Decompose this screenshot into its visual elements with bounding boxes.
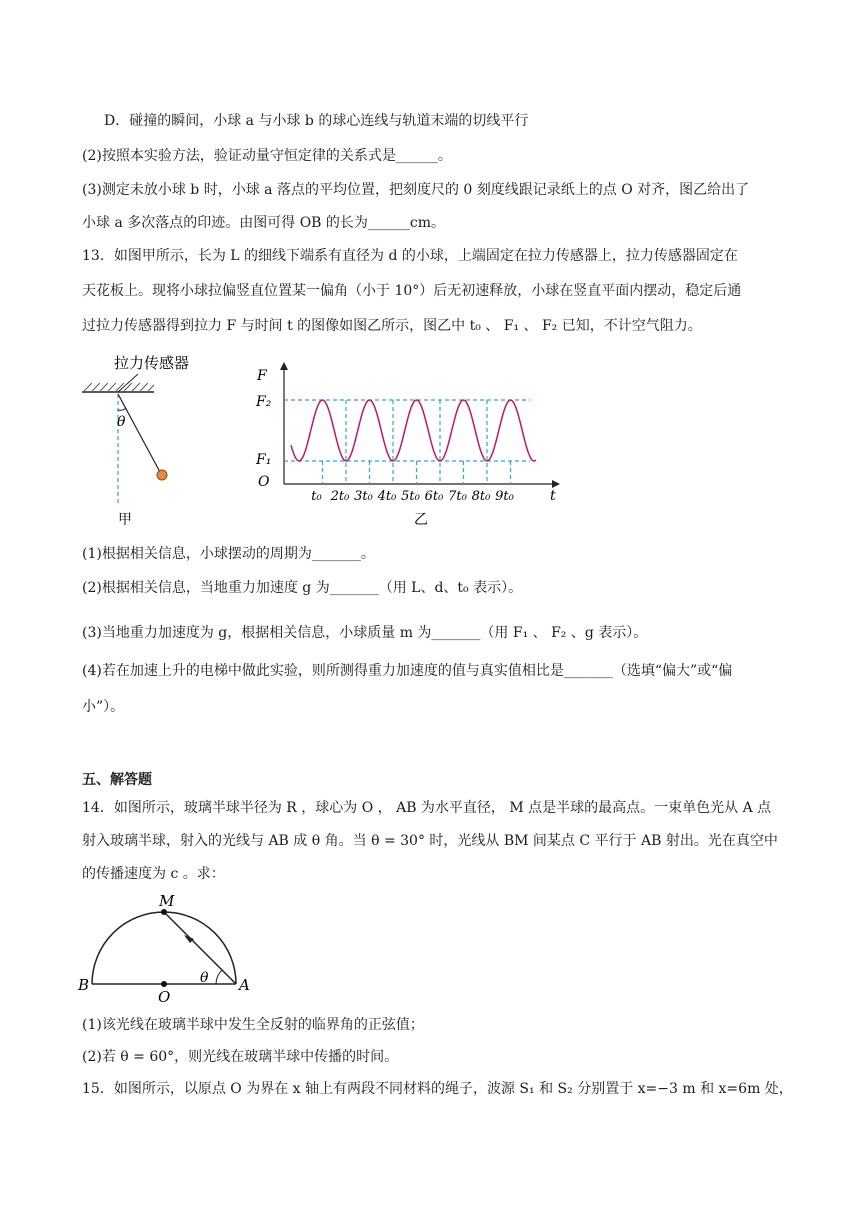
label-o: O <box>158 988 171 1006</box>
q14-stem-line2: 射入玻璃半球，射入的光线与 AB 成 θ 角。当 θ = 30° 时，光线从 BM 间某点 C 平行于 AB 射出。光在真空中 <box>82 833 778 849</box>
theta-label-14: θ <box>200 970 209 986</box>
theta-label: θ <box>117 414 126 430</box>
sensor-leader-line <box>118 374 138 392</box>
y-axis-arrow-icon <box>280 362 288 370</box>
x-tick-label: 3t₀ <box>354 489 373 504</box>
x-tick-label: 8t₀ <box>471 489 491 504</box>
q13-part-4-line1: (4)若在加速上升的电梯中做此实验，则所测得重力加速度的值与真实值相比是_______（选填“偏大”或“偏 <box>82 663 733 679</box>
theta-arc-14 <box>216 970 222 984</box>
section-title-answers: 五、解答题 <box>82 772 152 788</box>
caption-jia: 甲 <box>118 512 132 528</box>
x-tick-label: 4t₀ <box>377 489 397 504</box>
origin-label: O <box>258 474 270 490</box>
label-a: A <box>239 976 250 994</box>
x-tick-label: 6t₀ <box>424 489 444 504</box>
q13-stem-line3: 过拉力传感器得到拉力 F 与时间 t 的图像如图乙所示，图乙中 t₀ 、 F₁ 、 F₂ 已知，不计空气阻力。 <box>82 318 702 334</box>
ceiling-hatch <box>84 383 154 391</box>
q14-part-2: (2)若 θ = 60°，则光线在玻璃半球中传播的时间。 <box>82 1049 399 1065</box>
q13-stem-line1: 13．如图甲所示，长为 L 的细线下端系有直径为 d 的小球，上端固定在拉力传感器上，拉力传感器固定在 <box>82 248 738 264</box>
q12-part-3-line2: 小球 a 多次落点的印迹。由图可得 OB 的长为______cm。 <box>82 215 446 231</box>
x-tick-label: 9t₀ <box>495 489 514 504</box>
pendulum-string <box>118 394 160 472</box>
q15-stem-line1: 15．如图所示，以原点 O 为界在 x 轴上有两段不同材料的绳子，波源 S₁ 和 S₂ 分别置于 x=−3 m 和 x=6m 处， <box>82 1081 793 1097</box>
f2-label: F₂ <box>256 394 272 410</box>
q13-part-3: (3)当地重力加速度为 g，根据相关信息，小球质量 m 为_______（用 F₁ 、 F₂ 、g 表示）。 <box>82 625 648 641</box>
q14-part-1: (1)该光线在玻璃半球中发生全反射的临界角的正弦值； <box>82 1017 424 1033</box>
q13-part-1: (1)根据相关信息，小球摆动的周期为_______。 <box>82 546 375 562</box>
x-tick-label: 2t₀ <box>330 489 350 504</box>
theta-arc <box>118 408 126 410</box>
caption-yi: 乙 <box>414 512 428 528</box>
x-tick-label: 7t₀ <box>448 489 467 504</box>
x-tick-label: t₀ <box>311 489 322 504</box>
q12-part-3-line1: (3)测定未放小球 b 时，小球 a 落点的平均位置，把刻度尺的 0 刻度线跟记录纸上的点 O 对齐，图乙给出了 <box>82 182 750 198</box>
point-o <box>161 981 167 987</box>
q13-figure <box>70 348 590 530</box>
f-t-graph <box>255 362 560 528</box>
q14-figure <box>74 890 264 1008</box>
q13-part-4-line2: 小”）。 <box>82 699 125 715</box>
y-axis-label: F <box>257 368 267 384</box>
pendulum-bob <box>157 470 167 480</box>
label-b: B <box>78 976 90 994</box>
f1-label: F₁ <box>256 452 272 468</box>
q14-stem-line1: 14．如图所示，玻璃半球半径为 R ，球心为 O ， AB 为水平直径， M 点是半球的最高点。一束单色光从 A 点 <box>82 800 772 816</box>
label-m: M <box>159 892 175 910</box>
q14-stem-line3: 的传播速度为 c 。求： <box>82 866 225 882</box>
q12-option-d: D．碰撞的瞬间，小球 a 与小球 b 的球心连线与轨道末端的切线平行 <box>104 113 529 129</box>
x-axis-label: t <box>550 488 556 504</box>
x-axis-arrow-icon <box>552 480 560 488</box>
q12-part-2: (2)按照本实验方法，验证动量守恒定律的关系式是______。 <box>82 148 452 164</box>
q13-part-2: (2)根据相关信息，当地重力加速度 g 为_______（用 L、d、t₀ 表示）。 <box>82 580 523 596</box>
x-tick-label: 5t₀ <box>401 489 420 504</box>
force-curve <box>291 400 536 461</box>
q13-stem-line2: 天花板上。现将小球拉偏竖直位置某一偏角（小于 10°）后无初速释放，小球在竖直平面内摆动，稳定后通 <box>82 283 742 299</box>
hemisphere-arc <box>92 912 236 984</box>
sensor-label: 拉力传感器 <box>114 354 190 372</box>
